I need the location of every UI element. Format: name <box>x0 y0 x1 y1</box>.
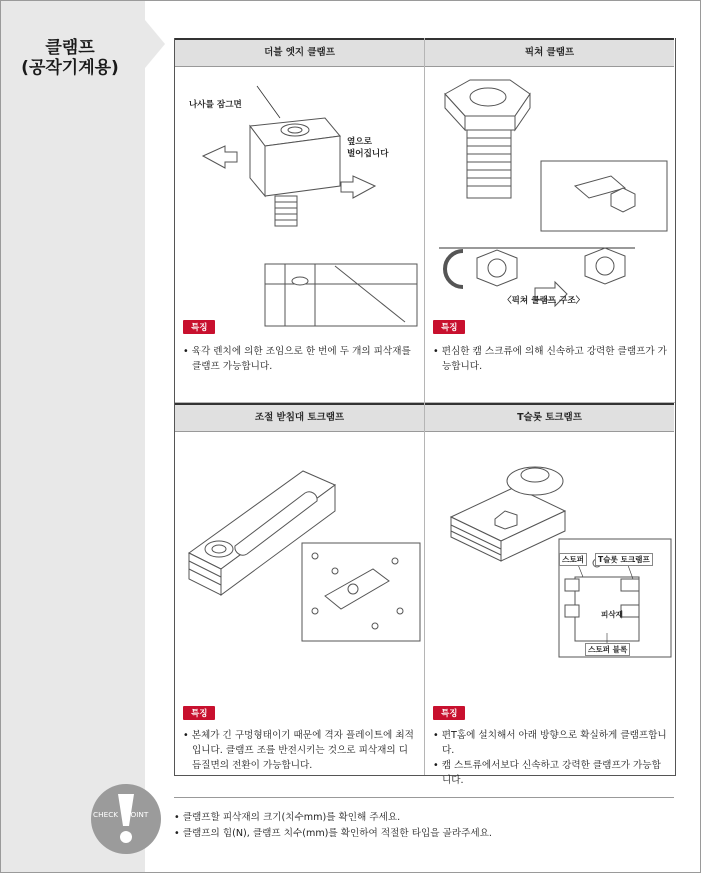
feature-bullet: • 편T홈에 설치해서 아래 방향으로 확실하게 클램프합니다. <box>433 730 667 756</box>
diagram-caption: 〈픽쳐 클램프 구조〉 <box>503 296 585 306</box>
cell-title: 더블 엣지 클램프 <box>175 38 424 67</box>
feature-text <box>433 344 667 374</box>
check-word: CHECK <box>93 810 119 819</box>
feature-badge: 특징 <box>433 320 465 334</box>
check-point-label <box>93 810 159 819</box>
cell-t-slot-clamp <box>425 403 674 786</box>
feature-text <box>183 728 417 773</box>
diagram-label: 스토퍼 <box>559 553 587 566</box>
annotation-label: 나사를 잠그면 <box>189 100 242 110</box>
feature-text <box>433 728 667 788</box>
cell-double-edge-clamp <box>175 38 424 402</box>
clamp-grid <box>174 38 676 786</box>
check-note: • 클램프할 피삭재의 크기(치수mm)를 확인해 주세요. <box>174 812 401 823</box>
check-point-notes <box>174 810 492 842</box>
check-point-divider <box>174 797 674 798</box>
adjustable-clamp-illustration <box>175 431 424 663</box>
diagram-label: T슬롯 토크램프 <box>595 553 653 566</box>
feature-bullet: • 편심한 캠 스크류에 의해 신속하고 강력한 클램프가 가능합니다. <box>433 346 667 372</box>
feature-badge: 특징 <box>433 706 465 720</box>
fixture-clamp-illustration <box>425 66 674 328</box>
annotation-label: 옆으로 벌어집니다 <box>347 137 389 159</box>
check-note: • 클램프의 힘(N), 클램프 치수(mm)를 확인하여 적절한 타입을 골라주세요. <box>174 828 492 839</box>
cell-fixture-clamp <box>425 38 674 402</box>
cell-title: 조절 받침대 토크램프 <box>175 403 424 432</box>
feature-bullet: • 육각 렌치에 의한 조임으로 한 번에 두 개의 피삭재를 클램프 가능합니다. <box>183 346 411 372</box>
feature-badge: 특징 <box>183 320 215 334</box>
feature-bullet: • 본체가 긴 구멍형태이기 때문에 격자 플레이트에 최적입니다. 클램프 조를 반전시키는 것으로 피삭재의 디듬질면의 전환이 가능합니다. <box>183 730 414 771</box>
sidebar-arrow <box>145 20 165 68</box>
exclamation-icon <box>113 790 139 850</box>
cell-title: 픽쳐 클램프 <box>425 38 674 67</box>
cell-title: T슬롯 토크램프 <box>425 403 674 432</box>
sidebar <box>1 1 145 872</box>
point-word: POINT <box>126 810 149 819</box>
feature-text <box>183 344 417 374</box>
feature-bullet: • 캠 스트류에서보다 신속하고 강력한 클램프가 가능합니다. <box>433 760 661 786</box>
t-slot-clamp-illustration <box>425 431 674 663</box>
feature-badge: 특징 <box>183 706 215 720</box>
diagram-label: 피삭재 <box>601 610 624 619</box>
category-title: 클램프 (공작기계용) <box>21 38 119 78</box>
cell-adjustable-support-clamp <box>175 403 424 775</box>
diagram-label: 스토퍼 블록 <box>585 643 630 656</box>
